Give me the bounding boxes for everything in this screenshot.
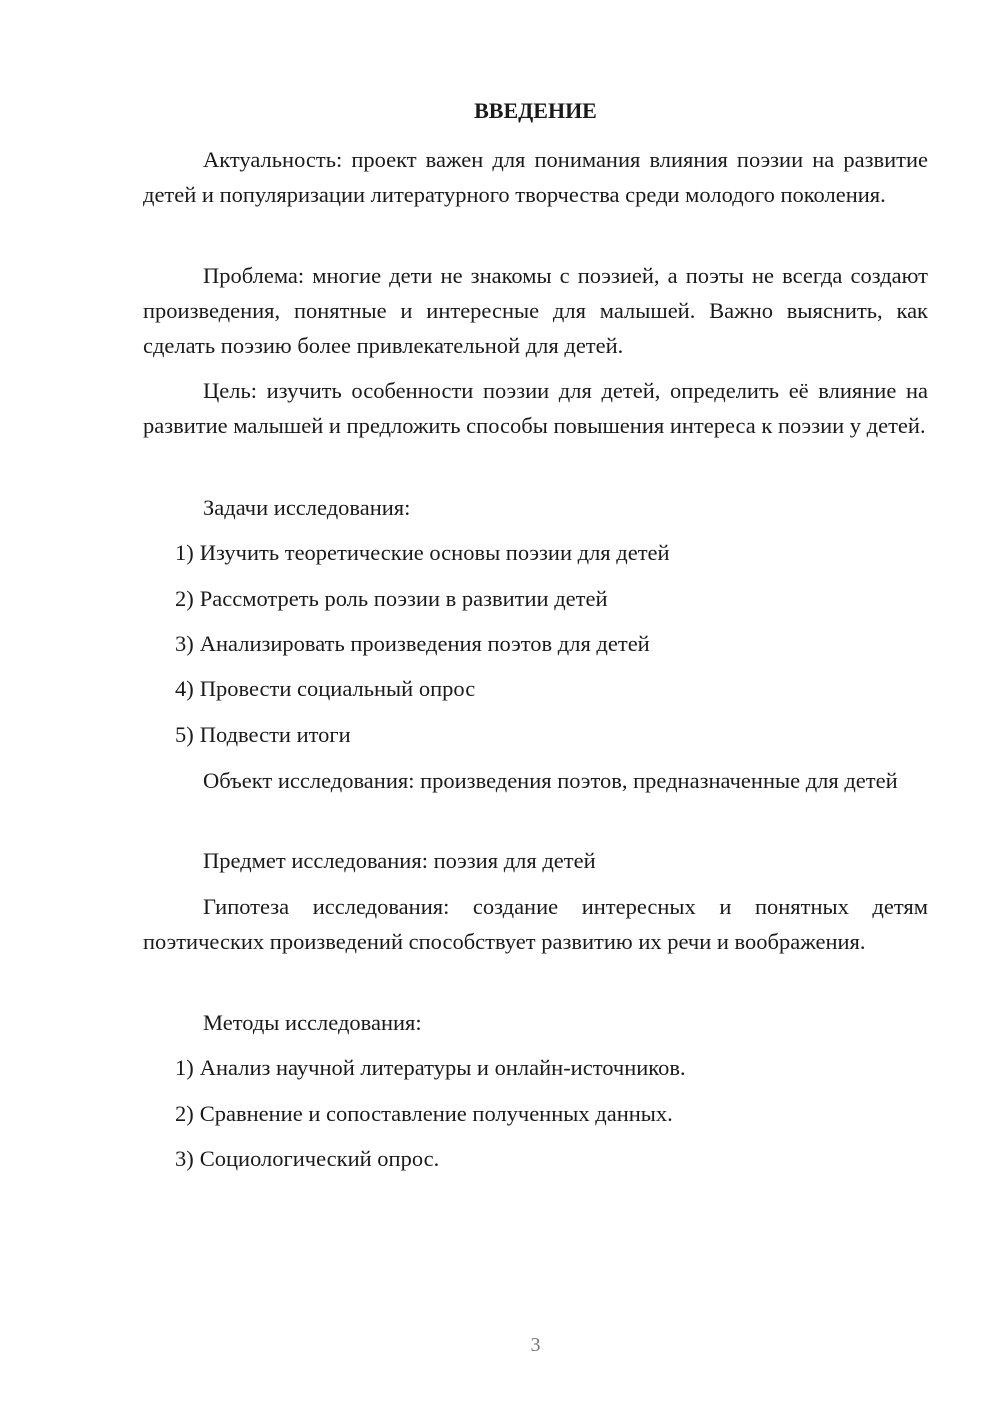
goal-paragraph: Цель: изучить особенности поэзии для детей, определить её влияние на развитие малышей и предложить способы повышения интереса к поэзии у детей.: [143, 378, 928, 438]
list-item: [143, 1141, 960, 1176]
subject-paragraph: Предмет исследования: поэзия для детей: [203, 848, 596, 873]
list-item: [143, 626, 960, 661]
list-item-text: Анализ научной литературы и онлайн-источников.: [199, 1055, 686, 1080]
methods-heading: Методы исследования:: [203, 1010, 422, 1035]
list-item-number: 3): [175, 631, 194, 656]
list-item: [143, 581, 960, 616]
list-item-text: Подвести итоги: [199, 722, 351, 747]
list-item-text: Изучить теоретические основы поэзии для детей: [199, 540, 670, 565]
page-title: ВВЕДЕНИЕ: [474, 98, 597, 123]
list-item-text: Социологический опрос.: [199, 1146, 440, 1171]
list-item-number: 5): [175, 722, 194, 747]
list-item-number: 1): [175, 1055, 194, 1080]
list-item-number: 1): [175, 540, 194, 565]
problem-paragraph: Проблема: многие дети не знакомы с поэзией, а поэты не всегда создают произведения, понятные и интересные для малышей. Важно выяснить, как сделать поэзию более привлекательной для детей.: [143, 263, 928, 358]
list-item-number: 2): [175, 586, 194, 611]
list-item-number: 3): [175, 1146, 194, 1171]
list-item: [143, 717, 960, 752]
list-item-text: Провести социальный опрос: [199, 676, 476, 701]
list-item: [143, 1050, 960, 1085]
document-page: [143, 0, 928, 1414]
list-item: [143, 535, 960, 570]
page-number: 3: [530, 1334, 541, 1356]
relevance-paragraph: Актуальность: проект важен для понимания влияния поэзии на развитие детей и популяризации литературного творчества среди молодого поколения.: [143, 147, 928, 207]
list-item: [143, 671, 960, 706]
object-paragraph: Объект исследования: произведения поэтов, предназначенные для детей: [203, 768, 898, 793]
list-item-number: 4): [175, 676, 194, 701]
hypothesis-paragraph: Гипотеза исследования: создание интересных и понятных детям поэтических произведений способствует развитию их речи и воображения.: [143, 894, 928, 954]
list-item-text: Анализировать произведения поэтов для детей: [199, 631, 650, 656]
list-item-number: 2): [175, 1101, 194, 1126]
list-item-text: Сравнение и сопоставление полученных данных.: [199, 1101, 673, 1126]
list-item: [143, 1096, 960, 1131]
list-item-text: Рассмотреть роль поэзии в развитии детей: [199, 586, 608, 611]
tasks-heading: Задачи исследования:: [203, 495, 411, 520]
